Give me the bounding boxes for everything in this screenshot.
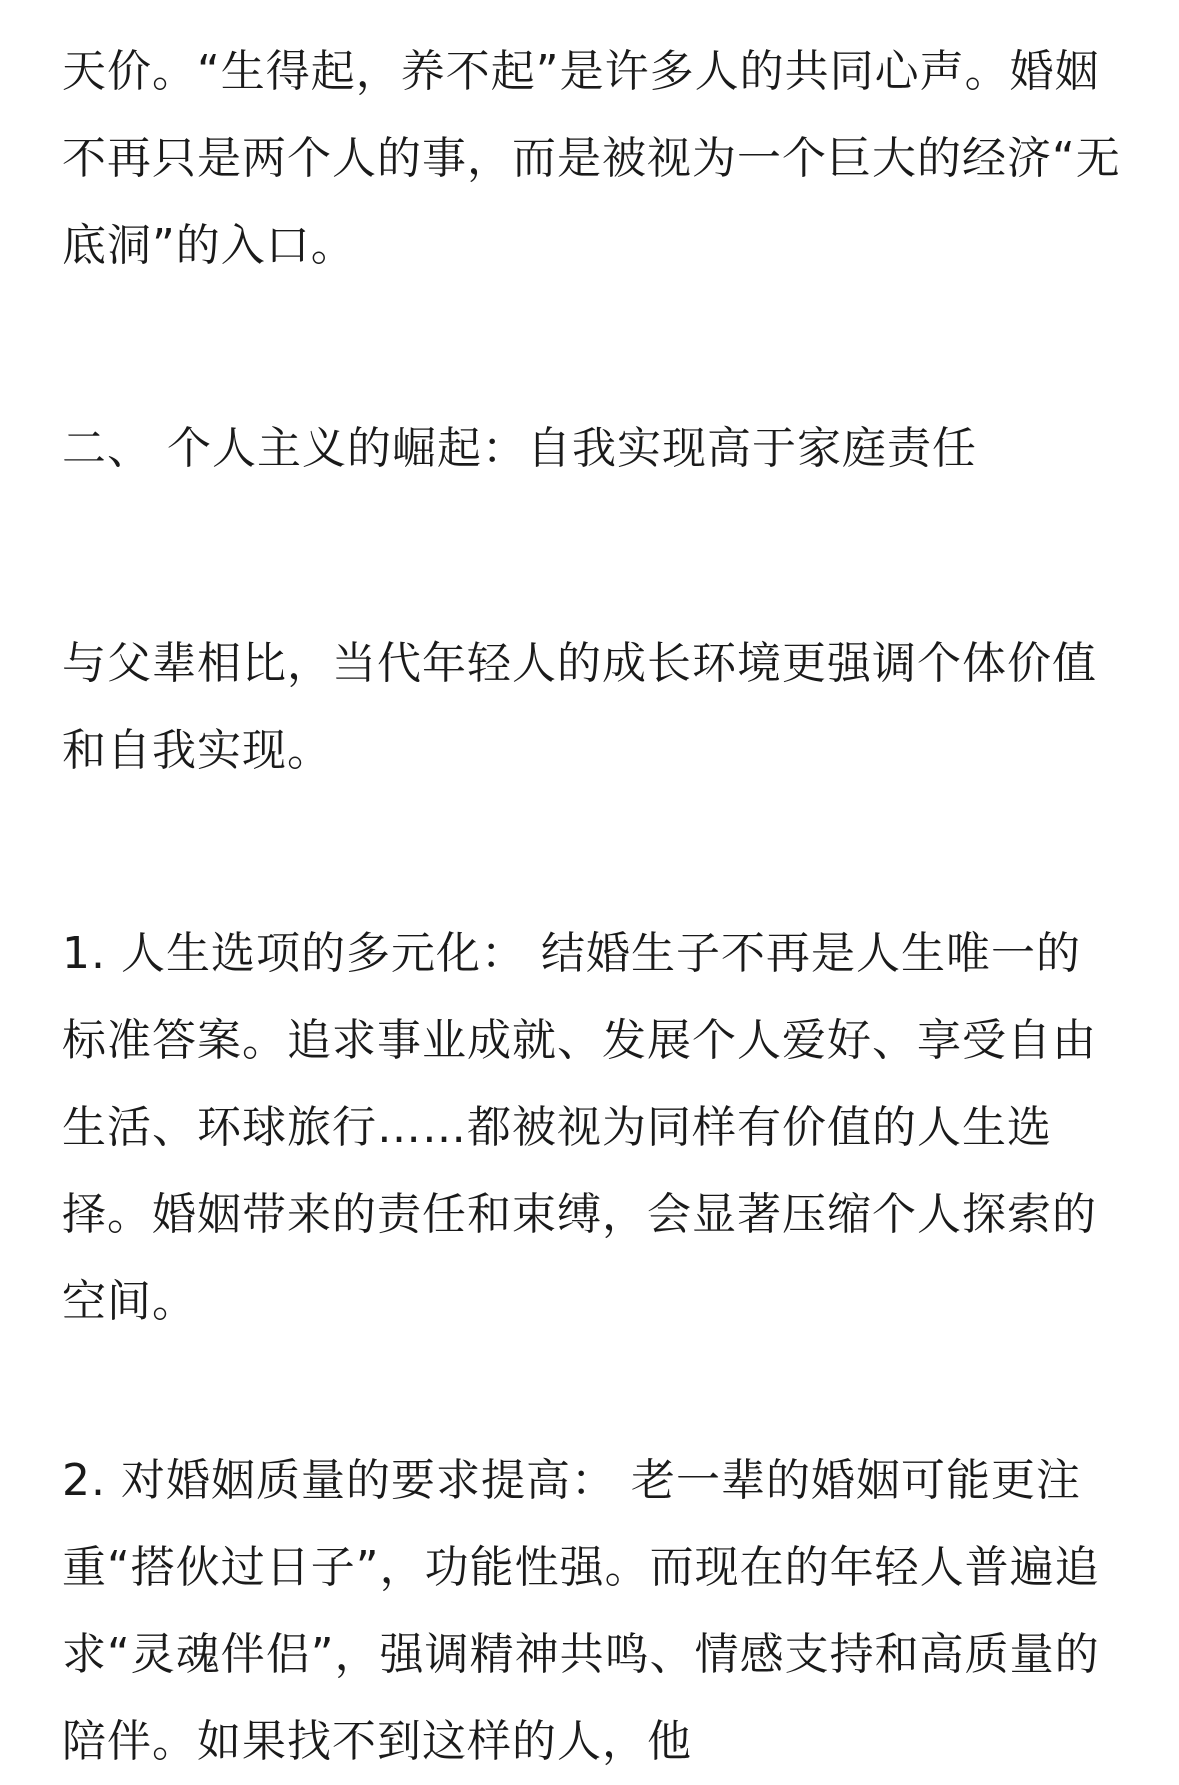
paragraph-self-realization: 与父辈相比，当代年轻人的成长环境更强调个体价值和自我实现。 [62,638,1097,776]
paragraph-economic-cost: 天价。“生得起，养不起”是许多人的共同心声。婚姻不再只是两个人的事，而是被视为一个巨大的经济“无底洞”的入口。 [62,46,1121,271]
section-heading-individualism: 二、 个人主义的崛起：自我实现高于家庭责任 [62,423,977,474]
paragraph-point-1-diverse-options: 1. 人生选项的多元化： 结婚生子不再是人生唯一的标准答案。追求事业成就、发展个人爱好、享受自由生活、环球旅行……都被视为同样有价值的人生选择。婚姻带来的责任和束缚，会显著压缩个人探索的空间。 [62,928,1097,1327]
paragraph-point-2-marriage-quality: 2. 对婚姻质量的要求提高： 老一辈的婚姻可能更注重“搭伙过日子”，功能性强。而现在的年轻人普遍追求“灵魂伴侣”，强调精神共鸣、情感支持和高质量的陪伴。如果找不到这样的人，他 [62,1455,1100,1767]
